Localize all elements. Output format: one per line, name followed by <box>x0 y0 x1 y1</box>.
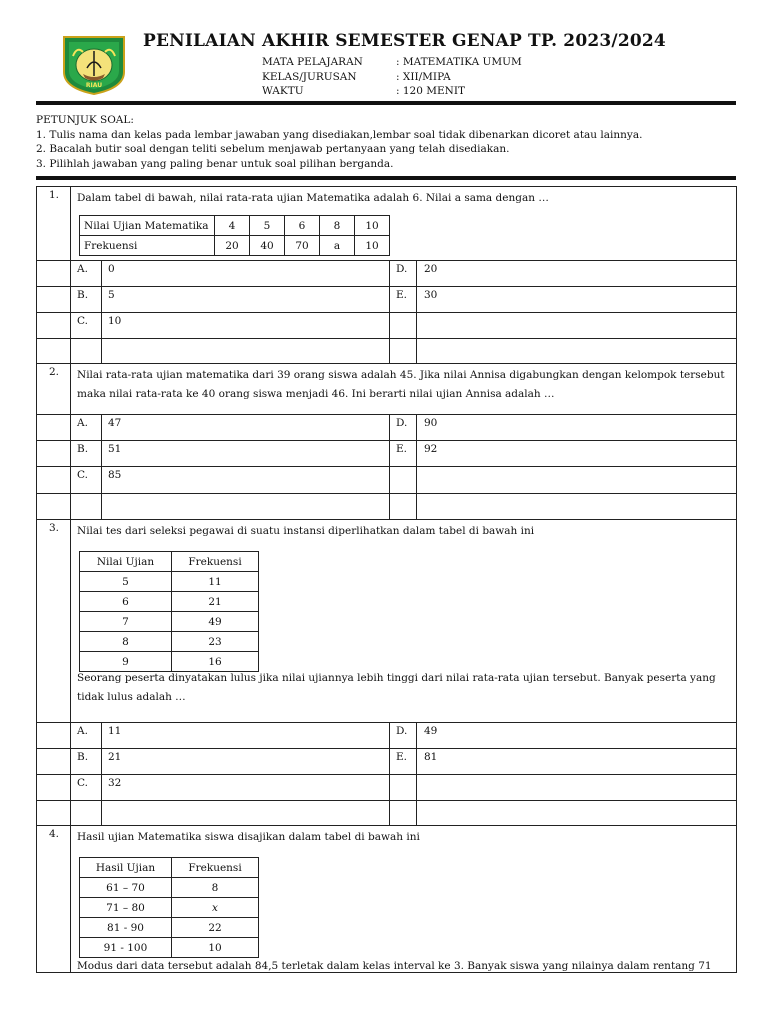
option-letter-a: A. <box>77 725 88 737</box>
table-cell: 20 <box>215 236 250 256</box>
option-b: 21 <box>108 751 122 763</box>
cell-border <box>37 774 736 775</box>
cell-border <box>37 493 736 494</box>
meta-value: : XII/MIPA <box>396 70 451 83</box>
option-letter-b: B. <box>77 443 89 455</box>
option-letter-d: D. <box>396 263 408 275</box>
option-e: 92 <box>424 443 438 455</box>
cell-border <box>37 312 736 313</box>
cell-border <box>101 260 102 364</box>
table-cell: 6 <box>80 592 172 612</box>
option-letter-b: B. <box>77 289 89 301</box>
option-letter-d: D. <box>396 417 408 429</box>
meta-row-time <box>262 84 522 99</box>
option-c: 85 <box>108 469 122 481</box>
table-cell: 70 <box>285 236 320 256</box>
table-cell: 5 <box>80 572 172 592</box>
meta-row-subject <box>262 55 522 70</box>
table-cell: 9 <box>80 652 172 672</box>
option-letter-e: E. <box>396 751 408 763</box>
exam-meta <box>262 55 522 99</box>
table-cell: 4 <box>215 216 250 236</box>
cell-border <box>70 364 71 520</box>
cell-border <box>70 520 71 826</box>
table-cell: 10 <box>355 236 390 256</box>
question-stem-continued: Modus dari data tersebut adalah 84,5 terletak dalam kelas interval ke 3. Banyak siswa yang nilainya dalam rentang 71 <box>77 960 712 972</box>
instructions-heading: PETUNJUK SOAL: <box>36 114 134 126</box>
question-1 <box>36 186 737 364</box>
question-number: 2. <box>48 366 60 378</box>
meta-value: : MATEMATIKA UMUM <box>396 56 522 68</box>
cell-border <box>389 414 390 520</box>
cell-border <box>37 748 736 749</box>
question-2 <box>36 363 737 520</box>
question-3 <box>36 519 737 826</box>
instructions <box>36 113 642 171</box>
question-stem: Nilai rata-rata ujian matematika dari 39 orang siswa adalah 45. Jika nilai Annisa digabungkan dengan kelompok tersebut maka nilai rata-rata ke 40 orang siswa menjadi 46. Ini berarti nilai ujian Annisa adalah … <box>77 369 725 400</box>
option-b: 5 <box>108 289 115 301</box>
data-table <box>79 215 390 256</box>
question-stem: Hasil ujian Matematika siswa disajikan dalam tabel di bawah ini <box>77 831 420 843</box>
cell-border <box>37 800 736 801</box>
option-e: 81 <box>424 751 438 763</box>
table-cell: 49 <box>172 612 259 632</box>
table-cell: x <box>172 898 259 918</box>
cell-border <box>416 722 417 826</box>
option-d: 90 <box>424 417 438 429</box>
cell-border <box>37 414 736 415</box>
option-a: 0 <box>108 263 115 275</box>
table-cell: 10 <box>172 938 259 958</box>
option-letter-e: E. <box>396 289 408 301</box>
cell-border <box>389 260 390 364</box>
svg-text:RIAU: RIAU <box>85 82 103 89</box>
table-cell: Nilai Ujian Matematika <box>80 216 215 236</box>
table-header-cell: Frekuensi <box>172 552 259 572</box>
table-cell: 40 <box>250 236 285 256</box>
question-number: 1. <box>48 189 60 201</box>
cell-border <box>70 826 71 973</box>
table-cell: 91 - 100 <box>80 938 172 958</box>
question-number: 4. <box>48 828 60 840</box>
table-cell: 8 <box>320 216 355 236</box>
meta-row-class <box>262 70 522 85</box>
meta-key: MATA PELAJARAN <box>262 56 363 68</box>
cell-border <box>101 414 102 520</box>
table-cell: 8 <box>80 632 172 652</box>
meta-value: : 120 MENIT <box>396 85 466 97</box>
question-stem: Nilai tes dari seleksi pegawai di suatu instansi diperlihatkan dalam tabel di bawah ini <box>77 525 535 537</box>
option-letter-b: B. <box>77 751 89 763</box>
option-letter-c: C. <box>77 315 88 327</box>
cell-border <box>416 414 417 520</box>
question-stem: Dalam tabel di bawah, nilai rata-rata ujian Matematika adalah 6. Nilai a sama dengan … <box>77 192 549 204</box>
cell-border <box>37 466 736 467</box>
province-logo <box>61 34 127 96</box>
option-letter-c: C. <box>77 469 88 481</box>
table-cell: a <box>320 236 355 256</box>
option-e: 30 <box>424 289 438 301</box>
table-cell: 23 <box>172 632 259 652</box>
cell-border <box>101 722 102 826</box>
cell-border <box>37 286 736 287</box>
option-letter-c: C. <box>77 777 88 789</box>
cell-border <box>389 722 390 826</box>
table-header-cell: Nilai Ujian <box>80 552 172 572</box>
cell-border <box>37 260 736 261</box>
instruction-item: 2. Bacalah butir soal dengan teliti sebelum menjawab pertanyaan yang telah disediakan. <box>36 143 510 156</box>
option-letter-a: A. <box>77 263 88 275</box>
option-letter-a: A. <box>77 417 88 429</box>
option-d: 49 <box>424 725 438 737</box>
table-cell: 5 <box>250 216 285 236</box>
cell-border <box>37 722 736 723</box>
table-cell: 81 - 90 <box>80 918 172 938</box>
cell-border <box>37 440 736 441</box>
table-cell: 11 <box>172 572 259 592</box>
exam-title: PENILAIAN AKHIR SEMESTER GENAP TP. 2023/2024 <box>143 31 666 51</box>
question-number: 3. <box>48 522 60 534</box>
meta-key: WAKTU <box>262 85 304 97</box>
table-cell: 71 – 80 <box>80 898 172 918</box>
option-b: 51 <box>108 443 122 455</box>
instruction-item: 3. Pilihlah jawaban yang paling benar untuk soal pilihan berganda. <box>36 157 394 170</box>
table-cell: 61 – 70 <box>80 878 172 898</box>
cell-border <box>416 260 417 364</box>
data-table <box>79 551 259 672</box>
option-c: 32 <box>108 777 122 789</box>
option-letter-e: E. <box>396 443 408 455</box>
table-cell: 10 <box>355 216 390 236</box>
option-c: 10 <box>108 315 122 327</box>
table-cell: 6 <box>285 216 320 236</box>
table-cell: 8 <box>172 878 259 898</box>
header-divider <box>36 101 736 105</box>
option-a: 11 <box>108 725 122 737</box>
meta-key: KELAS/JURUSAN <box>262 70 357 83</box>
table-cell: 21 <box>172 592 259 612</box>
option-a: 47 <box>108 417 122 429</box>
table-header-cell: Hasil Ujian <box>80 858 172 878</box>
question-4 <box>36 825 737 973</box>
data-table <box>79 857 259 958</box>
instructions-divider <box>36 176 736 180</box>
question-stem-continued: Seorang peserta dinyatakan lulus jika nilai ujiannya lebih tinggi dari nilai rata-rata ujian tersebut. Banyak peserta yang tidak lulus adalah … <box>77 672 716 703</box>
table-header-cell: Frekuensi <box>172 858 259 878</box>
option-letter-d: D. <box>396 725 408 737</box>
table-cell: 22 <box>172 918 259 938</box>
table-cell: 7 <box>80 612 172 632</box>
table-cell: 16 <box>172 652 259 672</box>
instruction-item: 1. Tulis nama dan kelas pada lembar jawaban yang disediakan,lembar soal tidak dibenarkan dicoret atau lainnya. <box>36 128 643 141</box>
table-cell: Frekuensi <box>80 236 215 256</box>
option-d: 20 <box>424 263 438 275</box>
cell-border <box>37 338 736 339</box>
